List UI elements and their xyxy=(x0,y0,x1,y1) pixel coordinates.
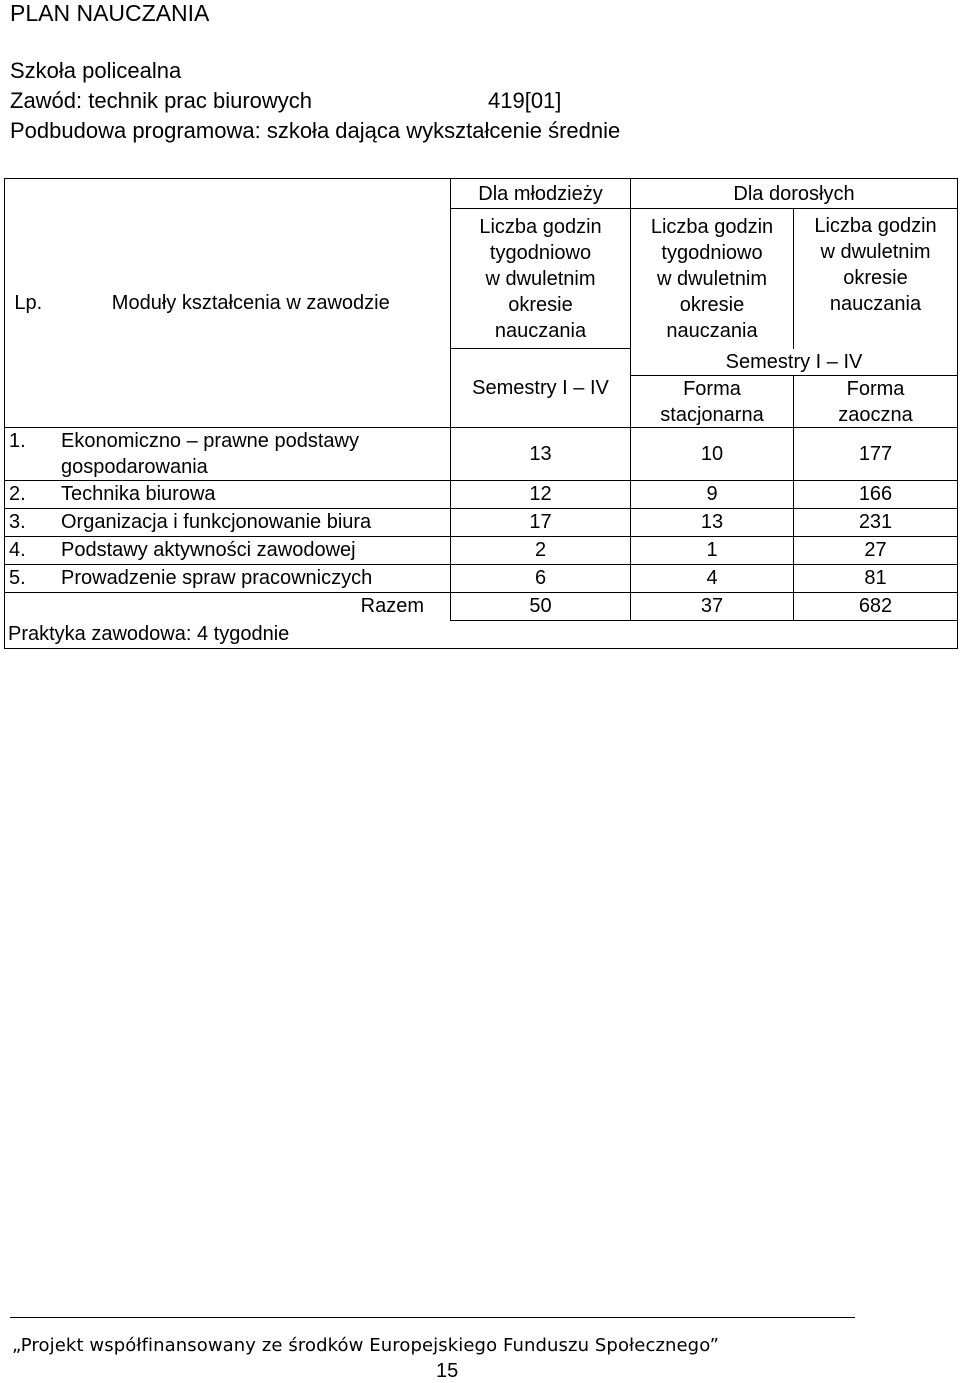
extramural-hours: 231 xyxy=(794,508,958,536)
form-stationary: Forma stacjonarna xyxy=(631,376,794,427)
youth-semesters: Semestry I – IV xyxy=(451,349,631,428)
total-stationary: 37 xyxy=(631,592,794,620)
module-name: 5. Prowadzenie spraw pracowniczych xyxy=(5,564,451,592)
school-type: Szkoła policealna xyxy=(10,58,182,83)
adult-semesters-block xyxy=(631,349,958,428)
youth-hours-header: Liczba godzin tygodniowo w dwuletnim okresie nauczania xyxy=(451,209,631,349)
profession-label: Zawód: technik prac biurowych xyxy=(10,88,313,113)
table-row xyxy=(5,480,958,508)
youth-hours: 2 xyxy=(451,536,631,564)
table-row xyxy=(5,427,958,480)
extramural-hours-header: Liczba godzin w dwuletnim okresie nauczania xyxy=(794,209,958,349)
stationary-hours: 10 xyxy=(631,427,794,480)
youth-hours: 13 xyxy=(451,427,631,480)
module-name: 2. Technika biurowa xyxy=(5,480,451,508)
practice-row xyxy=(5,620,958,648)
total-extramural: 682 xyxy=(794,592,958,620)
adult-group-header: Dla dorosłych xyxy=(631,179,958,209)
footer-funding-note: „Projekt współfinansowany ze środków Europejskiego Funduszu Społecznego” xyxy=(12,1335,720,1356)
stationary-hours: 4 xyxy=(631,564,794,592)
youth-hours: 12 xyxy=(451,480,631,508)
footer-divider xyxy=(10,1317,855,1318)
extramural-hours: 177 xyxy=(794,427,958,480)
youth-group-header: Dla młodzieży xyxy=(451,179,631,209)
profession-code: 419[01] xyxy=(488,88,562,113)
document-title: PLAN NAUCZANIA xyxy=(10,0,210,26)
extramural-hours: 166 xyxy=(794,480,958,508)
total-label: Razem xyxy=(5,592,451,620)
stationary-hours: 9 xyxy=(631,480,794,508)
program-base: Podbudowa programowa: szkoła dająca wykształcenie średnie xyxy=(10,118,621,143)
youth-hours: 6 xyxy=(451,564,631,592)
stationary-hours: 1 xyxy=(631,536,794,564)
profession xyxy=(10,88,562,114)
curriculum-table xyxy=(4,178,958,649)
lp-header: Lp. xyxy=(5,179,52,428)
module-name: 4. Podstawy aktywności zawodowej xyxy=(5,536,451,564)
modules-header: Moduły kształcenia w zawodzie xyxy=(52,179,451,428)
page-number: 15 xyxy=(436,1360,459,1382)
extramural-hours: 27 xyxy=(794,536,958,564)
total-row xyxy=(5,592,958,620)
extramural-hours: 81 xyxy=(794,564,958,592)
table-row xyxy=(5,508,958,536)
stationary-hours: 13 xyxy=(631,508,794,536)
stationary-hours-header: Liczba godzin tygodniowo w dwuletnim okresie nauczania xyxy=(631,209,794,349)
total-youth: 50 xyxy=(451,592,631,620)
table-row xyxy=(5,536,958,564)
youth-hours: 17 xyxy=(451,508,631,536)
table-row xyxy=(5,564,958,592)
form-extramural: Forma zaoczna xyxy=(838,377,913,426)
module-name: 3. Organizacja i funkcjonowanie biura xyxy=(5,508,451,536)
module-name: 1. Ekonomiczno – prawne podstawy gospodarowania xyxy=(5,427,451,480)
practice-info: Praktyka zawodowa: 4 tygodnie xyxy=(5,620,958,648)
adult-semesters: Semestry I – IV xyxy=(631,349,957,376)
